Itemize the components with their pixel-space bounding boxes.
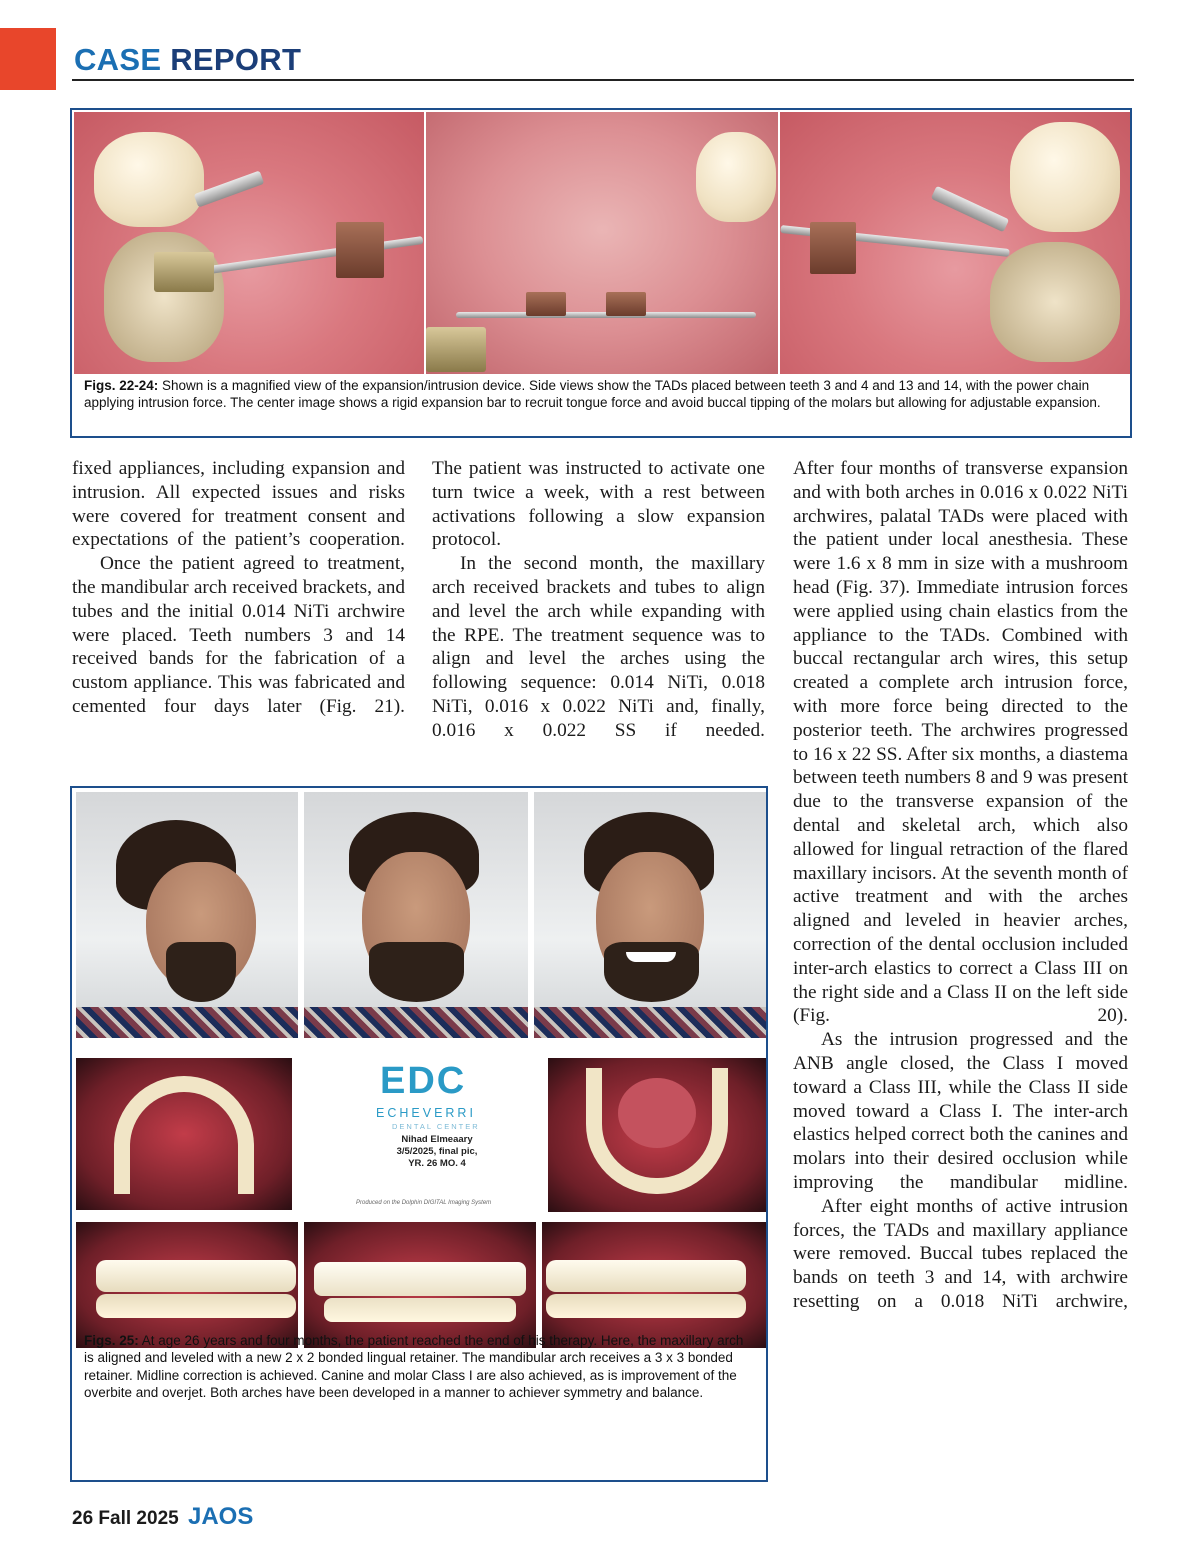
header-rule — [72, 79, 1134, 81]
id-card — [312, 1050, 512, 1220]
caption-text: At age 26 years and four months, the patient reached the end of his therapy. Here, the maxillary arch is aligned and leveled with a new 2 x 2 bonded lingual retainer. The mandibular arch receives a 3 x 3 bonded retainer. Midline correction is achieved. Canine and molar Class I are also achieved, as is improvement of the overbite and overjet. Both arches have been developed in a manner to achiever symmetry and balance. — [84, 1333, 744, 1400]
patient-age: YR. 26 MO. 4 — [408, 1158, 466, 1169]
photo-right-buccal — [76, 1222, 298, 1348]
section-color-tab — [0, 28, 56, 90]
section-heading — [74, 42, 301, 78]
page-number: 26 — [72, 1508, 94, 1529]
caption-text: Shown is a magnified view of the expansion/intrusion device. Side views show the TADs placed between teeth 3 and 4 and 13 and 14, with the power chain applying intrusion force. The center image shows a rigid expansion bar to recruit tongue force and avoid buccal tipping of the molars but allowing for adjustable expansion. — [84, 378, 1101, 410]
paragraph: After eight months of active intrusion forces, the TADs and maxillary appliance were removed. Buccal tubes replaced the bands on teeth 3 and 14, with archwire resetting on a 0.018 NiTi archwire, — [793, 1195, 1128, 1312]
paragraph: fixed appliances, including expansion and intrusion. All expected issues and risks were covered for treatment consent and expectations of the patient’s cooperation. — [72, 458, 405, 551]
figure-22-24-caption — [84, 378, 1124, 411]
section-heading-word1: CASE — [74, 42, 162, 77]
photo-left-buccal — [542, 1222, 766, 1348]
photo-profile — [76, 792, 298, 1038]
figure-22-24 — [70, 108, 1132, 438]
photo-smile — [534, 792, 766, 1038]
paragraph: In the second month, the maxillary arch received brackets and tubes to align and level the arch while expanding with the RPE. The treatment sequence was to align and level the arches using the following sequence: 0.014 NiTi, 0.018 NiTi, 0.016 x 0.022 NiTi and, finally, 0.016 x 0.022 SS if needed. — [432, 553, 765, 741]
journal-name: JAOS — [187, 1503, 254, 1530]
paragraph: Once the patient agreed to treatment, the mandibular arch received brackets, and tubes and the initial 0.014 NiTi archwire were placed. Teeth numbers 3 and 14 received bands for the fabrication of a custom appliance. This was fabricated and cemented four days later (Fig. 21). — [72, 553, 405, 717]
clinic-subtitle: DENTAL CENTER — [392, 1122, 480, 1131]
card-footer: Produced on the Dolphin DIGITAL Imaging System — [356, 1200, 492, 1206]
issue-label: Fall 2025 — [98, 1508, 179, 1529]
photo-frontal — [304, 792, 528, 1038]
text-column-1 — [72, 457, 405, 719]
text-column-2 — [432, 457, 765, 743]
clinic-name: ECHEVERRI — [376, 1106, 476, 1120]
clinic-logo: EDC — [380, 1060, 467, 1102]
photo-mandibular-occlusal — [548, 1058, 766, 1212]
caption-label: Figs. 22-24: — [84, 378, 159, 393]
paragraph: As the intrusion progressed and the ANB angle closed, the Class I moved toward a Class III, while the Class II side moved toward a Class I. The inter-arch elastics helped correct both the canines and molars into their desired occlusion while improving the mandibular midline. — [793, 1029, 1128, 1193]
photo-maxillary-occlusal — [76, 1058, 292, 1210]
photo-right-side-view — [74, 112, 424, 374]
paragraph: After four months of transverse expansion and with both arches in 0.016 x 0.022 NiTi archwires, palatal TADs were placed with the patient under local anesthesia. These were 1.6 x 8 mm in size with a mushroom head (Fig. 37). Immediate intrusion forces were applied using chain elastics from the appliance to the TADs. Combined with buccal rectangular arch wires, this setup created a complete arch intrusion force, with more force being directed to the posterior teeth. The archwires progressed to 16 x 22 SS. After six months, a diastema between teeth numbers 8 and 9 was present due to the transverse expansion of the dental and skeletal arch, which also allowed for lingual retraction of the flared maxillary incisors. At the seventh month of active treatment and with the arches aligned and leveled in heavier arches, correction of the dental occlusion included inter-arch elastics to correct a Class III on the right side and a Class II on the left side (Fig. 20). — [793, 458, 1128, 1027]
patient-name: Nihad Elmeaary — [401, 1134, 473, 1145]
figure-25 — [70, 786, 768, 1482]
photo-palatal-view — [426, 112, 778, 374]
photo-left-side-view — [780, 112, 1130, 374]
paragraph: The patient was instructed to activate one turn twice a week, with a rest between activations following a slow expansion protocol. — [432, 458, 765, 551]
photo-frontal-bite — [304, 1222, 536, 1348]
photo-date: 3/5/2025, final pic, — [396, 1146, 478, 1157]
section-heading-word2: REPORT — [170, 42, 302, 77]
page-footer — [72, 1503, 253, 1531]
text-column-3 — [793, 457, 1128, 1314]
figure-25-caption — [84, 1332, 756, 1401]
caption-label: Figs. 25: — [84, 1333, 139, 1348]
